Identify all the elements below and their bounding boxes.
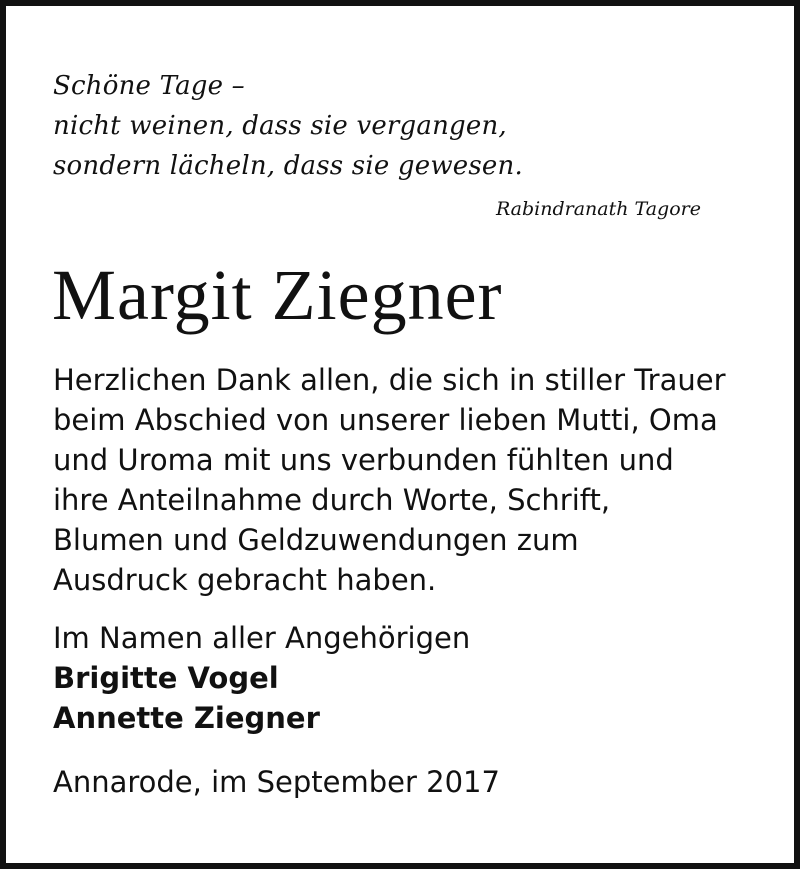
signatory-name: Annette Ziegner	[53, 701, 320, 735]
message-line: beim Abschied von unserer lieben Mutti, Oma	[53, 403, 718, 437]
thank-you-message	[53, 360, 773, 600]
signoff-block	[53, 618, 470, 738]
signatory-name: Brigitte Vogel	[53, 661, 279, 695]
quote-block	[53, 66, 743, 186]
quote-attribution: Rabindranath Tagore	[495, 198, 701, 220]
message-line: und Uroma mit uns verbunden fühlten und	[53, 443, 674, 477]
quote-line: nicht weinen, dass sie vergangen,	[53, 111, 507, 141]
deceased-name: Margit Ziegner	[52, 255, 503, 335]
message-line: Blumen und Geldzuwendungen zum	[53, 523, 579, 557]
quote-line: Schöne Tage –	[53, 71, 245, 101]
message-line: Herzlichen Dank allen, die sich in stiller Trauer	[53, 363, 726, 397]
message-line: ihre Anteilnahme durch Worte, Schrift,	[53, 483, 611, 517]
place-and-date: Annarode, im September 2017	[53, 765, 500, 799]
quote-line: sondern lächeln, dass sie gewesen.	[53, 151, 523, 181]
signoff-intro: Im Namen aller Angehörigen	[53, 621, 471, 655]
message-line: Ausdruck gebracht haben.	[53, 563, 437, 597]
